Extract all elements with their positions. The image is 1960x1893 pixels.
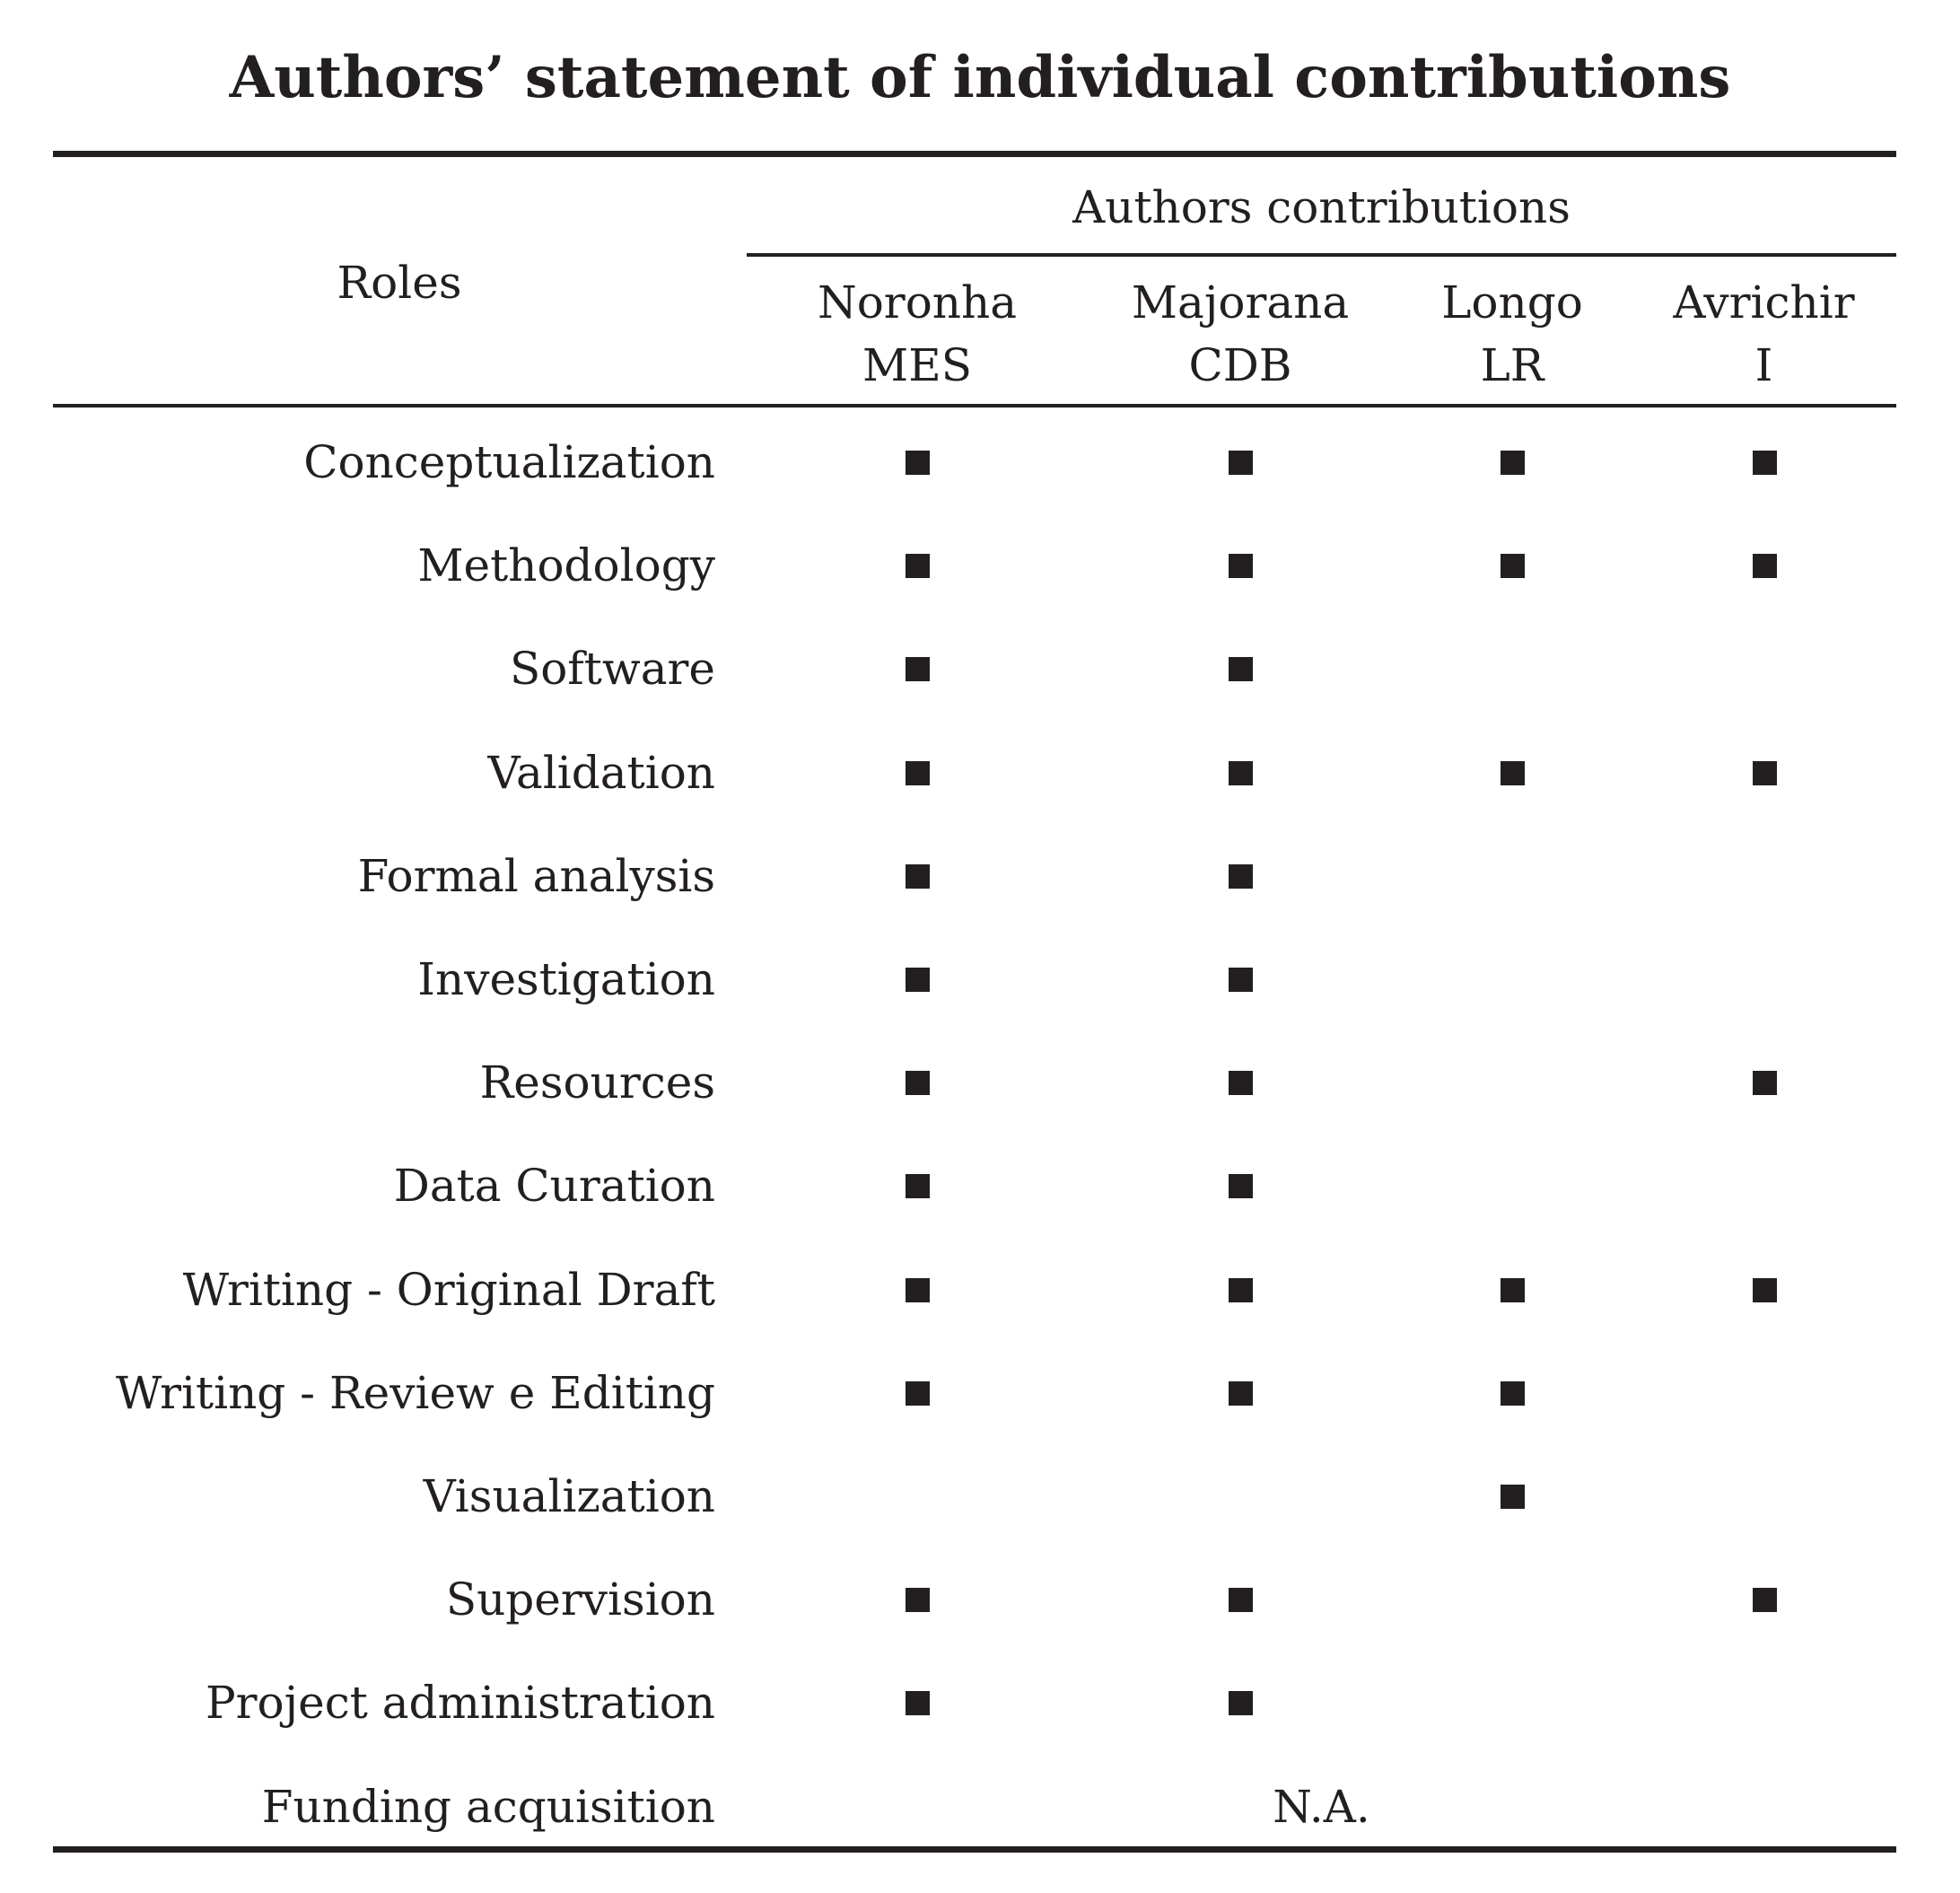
contribution-mark <box>1501 554 1525 578</box>
contribution-mark <box>906 1381 930 1406</box>
author-initials: CDB <box>1188 339 1292 391</box>
contribution-mark <box>1229 761 1253 785</box>
contribution-mark <box>1229 864 1253 889</box>
contribution-mark <box>906 761 930 785</box>
contribution-mark <box>1753 554 1777 578</box>
contribution-mark <box>906 1691 930 1715</box>
role-label: Investigation <box>417 953 715 1005</box>
contribution-mark <box>1501 1485 1525 1509</box>
role-label: Software <box>509 643 715 695</box>
contribution-mark <box>1501 451 1525 475</box>
contribution-mark <box>906 1174 930 1198</box>
contribution-mark <box>906 1278 930 1302</box>
not-applicable-note: N.A. <box>1273 1781 1370 1833</box>
contribution-mark <box>1229 1381 1253 1406</box>
table-top-rule <box>53 151 1896 157</box>
contribution-mark <box>906 864 930 889</box>
contribution-mark <box>906 1588 930 1612</box>
roles-header: Roles <box>337 257 462 309</box>
author-surname: Longo <box>1441 276 1583 329</box>
contribution-mark <box>1229 968 1253 992</box>
role-label: Writing - Review e Editing <box>115 1367 715 1419</box>
role-label: Methodology <box>417 539 715 592</box>
role-label: Project administration <box>206 1677 715 1729</box>
author-surname: Noronha <box>817 276 1018 329</box>
contribution-mark <box>906 554 930 578</box>
contribution-mark <box>1753 1588 1777 1612</box>
contribution-mark <box>1501 1381 1525 1406</box>
author-header-avrichir <box>1632 271 1896 397</box>
contribution-mark <box>1753 1071 1777 1095</box>
group-header-rule <box>747 253 1896 257</box>
role-label: Supervision <box>445 1573 715 1626</box>
contribution-mark <box>1229 1278 1253 1302</box>
contribution-mark <box>1753 1278 1777 1302</box>
authors-contributions-header: Authors contributions <box>1072 181 1571 233</box>
contribution-mark <box>1501 1278 1525 1302</box>
role-label: Conceptualization <box>303 436 715 488</box>
contribution-mark <box>1229 1691 1253 1715</box>
author-initials: I <box>1754 339 1773 391</box>
role-label: Funding acquisition <box>261 1781 715 1833</box>
contribution-mark <box>906 451 930 475</box>
contribution-mark <box>906 657 930 681</box>
role-label: Formal analysis <box>357 850 715 902</box>
contribution-mark <box>1753 451 1777 475</box>
author-initials: LR <box>1480 339 1544 391</box>
contribution-mark <box>1229 451 1253 475</box>
role-label: Visualization <box>423 1470 715 1522</box>
role-label: Resources <box>479 1056 715 1109</box>
contribution-mark <box>1229 554 1253 578</box>
role-label: Writing - Original Draft <box>182 1264 715 1316</box>
table-bottom-rule <box>53 1846 1896 1853</box>
author-header-longo <box>1393 271 1632 397</box>
contribution-mark <box>1501 761 1525 785</box>
author-header-majorana <box>1088 271 1393 397</box>
contribution-mark <box>1229 1588 1253 1612</box>
contribution-mark <box>1229 657 1253 681</box>
contribution-mark <box>906 1071 930 1095</box>
header-bottom-rule <box>53 404 1896 408</box>
contribution-mark <box>1753 761 1777 785</box>
author-surname: Majorana <box>1131 276 1350 329</box>
role-label: Data Curation <box>393 1160 715 1212</box>
author-initials: MES <box>862 339 972 391</box>
contribution-mark <box>1229 1071 1253 1095</box>
author-surname: Avrichir <box>1673 276 1855 329</box>
contribution-mark <box>906 968 930 992</box>
contribution-mark <box>1229 1174 1253 1198</box>
author-header-noronha <box>747 271 1088 397</box>
role-label: Validation <box>487 747 715 799</box>
page-title: Authors’ statement of individual contributions <box>229 44 1731 111</box>
